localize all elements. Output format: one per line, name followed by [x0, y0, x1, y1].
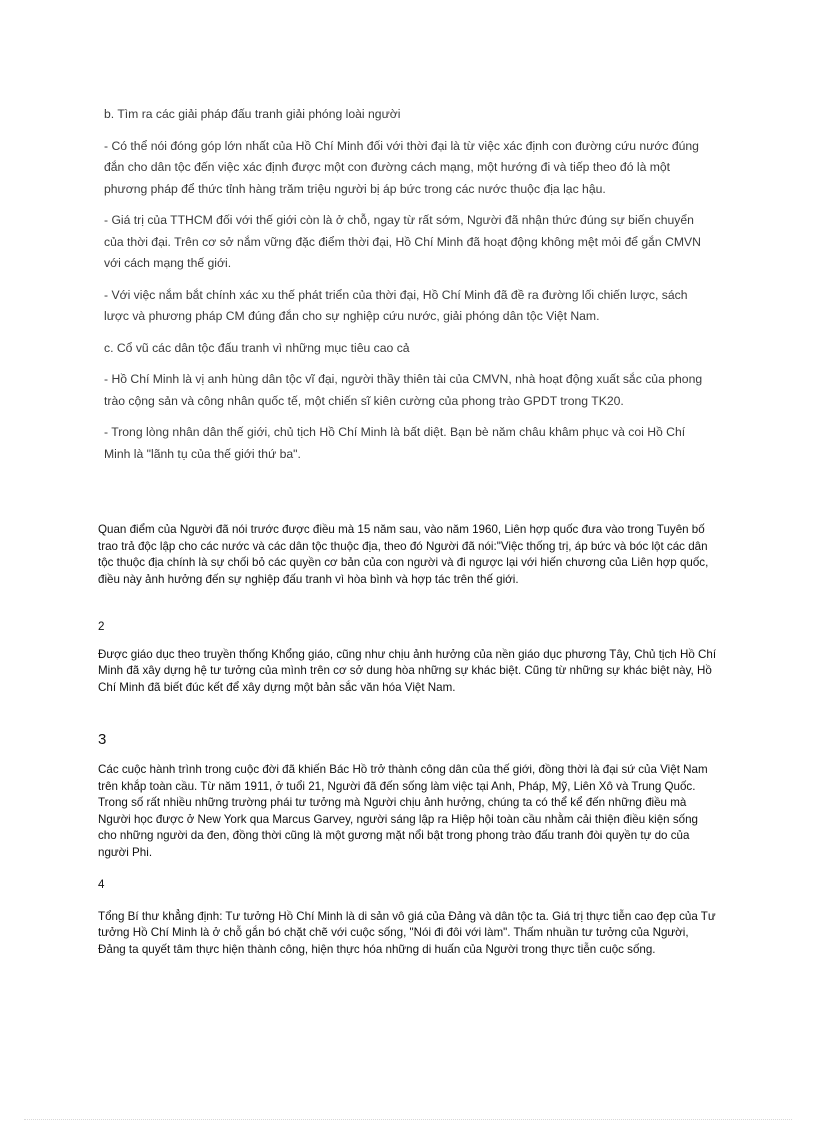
item-number-2: 2 [98, 620, 105, 633]
item-number-3: 3 [98, 731, 107, 748]
page-bottom-divider [24, 1119, 792, 1120]
section-c-heading: c. Cổ vũ các dân tộc đấu tranh vì những mục tiêu cao cả [104, 340, 410, 355]
section-b-and-c [104, 104, 714, 475]
section-c-paragraph-2: - Trong lòng nhân dân thế giới, chủ tịch Hồ Chí Minh là bất diệt. Bạn bè năm châu khâm phục và coi Hồ Chí Minh là "lãnh tụ của thế giới thứ ba". [104, 425, 686, 461]
item-text-3: Các cuộc hành trình trong cuộc đời đã khiến Bác Hồ trở thành công dân của thế giới, đồng thời là đại sứ của Việt Nam trên khắp toàn cầu. Từ năm 1911, ở tuổi 21, Người đã đến sống làm việc tại Anh, Pháp, Mỹ, Liên Xô và Trung Quốc. Trong số rất nhiều những trường phái tư tưởng mà Người chịu ảnh hưởng, chúng ta có thể kể đến những điều mà Người học được ở New York qua Marcus Garvey, người sáng lập ra Hiệp hội toàn cầu nhằm cải thiện điều kiện sống cho những người da đen, đồng thời cũng là một gương mặt nổi bật trong phong trào đấu tranh đòi quyền tự do của người Phi. [98, 763, 708, 859]
section-b-heading: b. Tìm ra các giải pháp đấu tranh giải phóng loài người [104, 107, 401, 121]
section-c-paragraph-1: - Hồ Chí Minh là vị anh hùng dân tộc vĩ đại, người thầy thiên tài của CMVN, nhà hoạt động xuất sắc của phong trào cộng sản và công nhân quốc tế, một chiến sĩ kiên cường của phong trào GPDT trong TK20. [104, 372, 703, 408]
item-number-4: 4 [98, 878, 105, 891]
item-text-4: Tổng Bí thư khẳng định: Tư tưởng Hồ Chí Minh là di sản vô giá của Đảng và dân tộc ta. Giá trị thực tiễn cao đẹp của Tư tưởng Hồ Chí Minh là ở chỗ gắn bó chặt chẽ với cuộc sống, "Nói đi đôi với làm". Thấm nhuần tư tưởng của Người, Đảng ta quyết tâm thực hiện thành công, hiện thực hóa những di huấn của Người trong thực tiễn cuộc sống. [98, 909, 716, 956]
answers-section [98, 522, 718, 958]
section-b-paragraph-2: - Giá trị của TTHCM đối với thế giới còn là ở chỗ, ngay từ rất sớm, Người đã nhận thức đúng sự biến chuyển của thời đại. Trên cơ sở nắm vững đặc điểm thời đại, Hồ Chí Minh đã hoạt động không mệt mỏi để gắn CMVN với cách mạng thế giới. [104, 213, 701, 270]
section-b-paragraph-1: - Có thể nói đóng góp lớn nhất của Hồ Chí Minh đối với thời đại là từ việc xác định con đường cứu nước đúng đắn cho dân tộc đến việc xác định được một con đường cách mạng, một hướng đi và tiếp theo đó là một phương pháp để thức tỉnh hàng trăm triệu người bị áp bức trong các nước thuộc địa lạc hậu. [104, 138, 699, 196]
item-text-2: Được giáo dục theo truyền thống Khổng giáo, cũng như chịu ảnh hưởng của nền giáo dục phương Tây, Chủ tịch Hồ Chí Minh đã xây dựng hệ tư tưởng của mình trên cơ sở dung hòa những sự khác biệt. Cũng từ những sự khác biệt này, Hồ Chí Minh đã biết đúc kết để xây dựng một bản sắc văn hóa Việt Nam. [98, 647, 717, 694]
section-b-paragraph-3: - Với việc nắm bắt chính xác xu thế phát triển của thời đại, Hồ Chí Minh đã đề ra đường lối chiến lược, sách lược và phương pháp CM đúng đắn cho sự nghiệp cứu nước, giải phóng dân tộc Việt Nam. [104, 287, 688, 323]
intro-paragraph: Quan điểm của Người đã nói trước được điều mà 15 năm sau, vào năm 1960, Liên hợp quốc đưa vào trong Tuyên bố trao trả độc lập cho các nước và các dân tộc thuộc địa, theo đó Người đã nói:"Việc thống trị, áp bức và bóc lột các dân tộc thuộc địa chính là sự chối bỏ các quyền cơ bản của con người và đi ngược lại với hiến chương của Liên hợp quốc, điều này ảnh hưởng đến sự nghiệp đấu tranh vì hòa bình và hợp tác trên thế giới. [98, 523, 709, 586]
